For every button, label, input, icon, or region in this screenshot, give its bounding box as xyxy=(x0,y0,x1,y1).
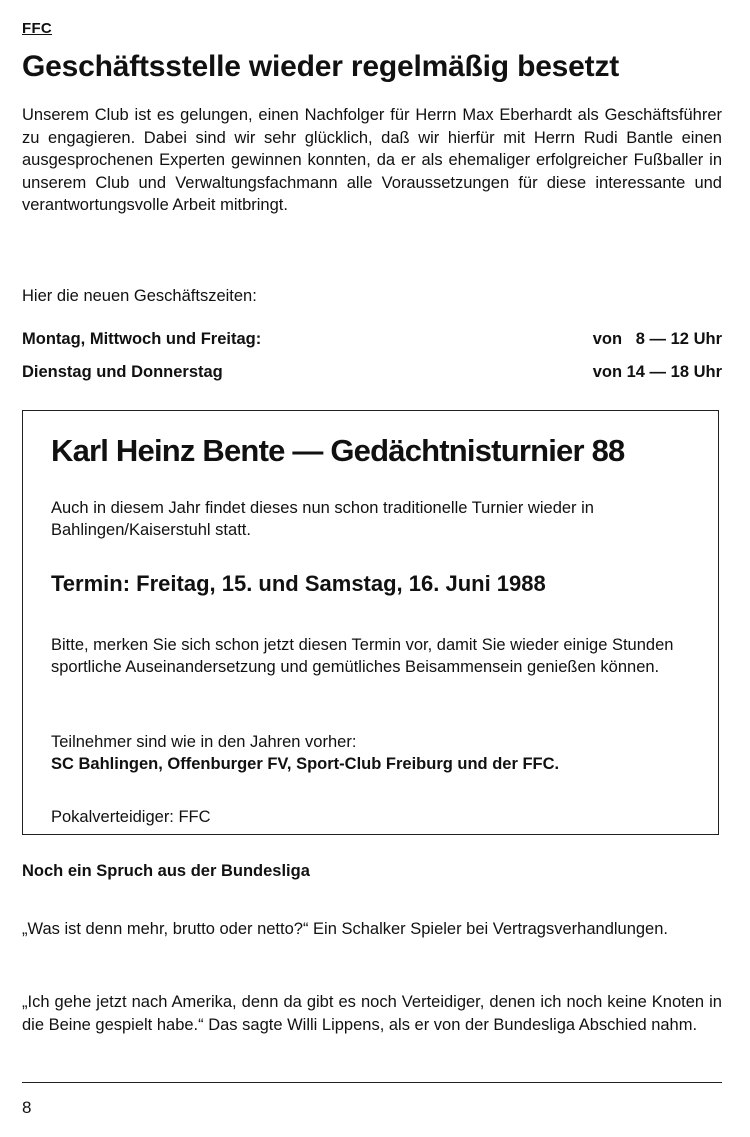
tournament-date: Termin: Freitag, 15. und Samstag, 16. Juni 1988 xyxy=(51,571,546,596)
headline: Geschäftsstelle wieder regelmäßig besetzt xyxy=(22,50,620,83)
participants-label: Teilnehmer sind wie in den Jahren vorher: xyxy=(51,733,357,751)
page-number: 8 xyxy=(22,1098,32,1117)
footer-divider xyxy=(22,1082,722,1083)
office-hours-row xyxy=(22,363,722,382)
tournament-participants-block xyxy=(51,731,701,775)
participants-list: SC Bahlingen, Offenburger FV, Sport-Club Freiburg und der FFC. xyxy=(51,755,560,773)
cup-defender: Pokalverteidiger: FFC xyxy=(51,808,211,826)
office-hours-time: von 8 — 12 Uhr xyxy=(592,330,722,348)
section-label: FFC xyxy=(22,20,53,37)
office-hours-intro: Hier die neuen Geschäftszeiten: xyxy=(22,287,257,305)
tournament-box xyxy=(22,410,719,835)
tournament-title: Karl Heinz Bente — Gedächtnisturnier 88 xyxy=(51,433,625,468)
quotes-heading: Noch ein Spruch aus der Bundesliga xyxy=(22,862,310,880)
intro-paragraph: Unserem Club ist es gelungen, einen Nachfolger für Herrn Max Eberhardt als Geschäftsführer zu engagieren. Dabei sind wir sehr glücklich, daß wir hierfür mit Herrn Rudi Bantle einen ausgesprochenen Experten gewinnen konnten, da er als ehemaliger erfolgreicher Fußballer in unserem Club und Verwaltungsfachmann alle Voraussetzungen für diese interessante und verantwortungsvolle Arbeit mitbringt. xyxy=(22,106,722,214)
office-hours-days: Dienstag und Donnerstag xyxy=(22,363,223,381)
tournament-reminder: Bitte, merken Sie sich schon jetzt diesen Termin vor, damit Sie wieder einige Stunden sportliche Auseinandersetzung und gemütliches Beisammensein genießen können. xyxy=(51,636,674,676)
office-hours-days: Montag, Mittwoch und Freitag: xyxy=(22,330,262,348)
office-hours-row xyxy=(22,330,722,349)
office-hours-time: von 14 — 18 Uhr xyxy=(592,363,722,381)
tournament-intro: Auch in diesem Jahr findet dieses nun schon traditionelle Turnier wieder in Bahlingen/Kaiserstuhl statt. xyxy=(51,499,594,539)
quote-item: „Was ist denn mehr, brutto oder netto?“ Ein Schalker Spieler bei Vertragsverhandlungen. xyxy=(22,920,668,938)
quote-item: „Ich gehe jetzt nach Amerika, denn da gibt es noch Verteidiger, denen ich noch keine Knoten in die Beine gespielt habe.“ Das sagte Willi Lippens, als er von der Bundesliga Abschied nahm. xyxy=(22,993,722,1034)
